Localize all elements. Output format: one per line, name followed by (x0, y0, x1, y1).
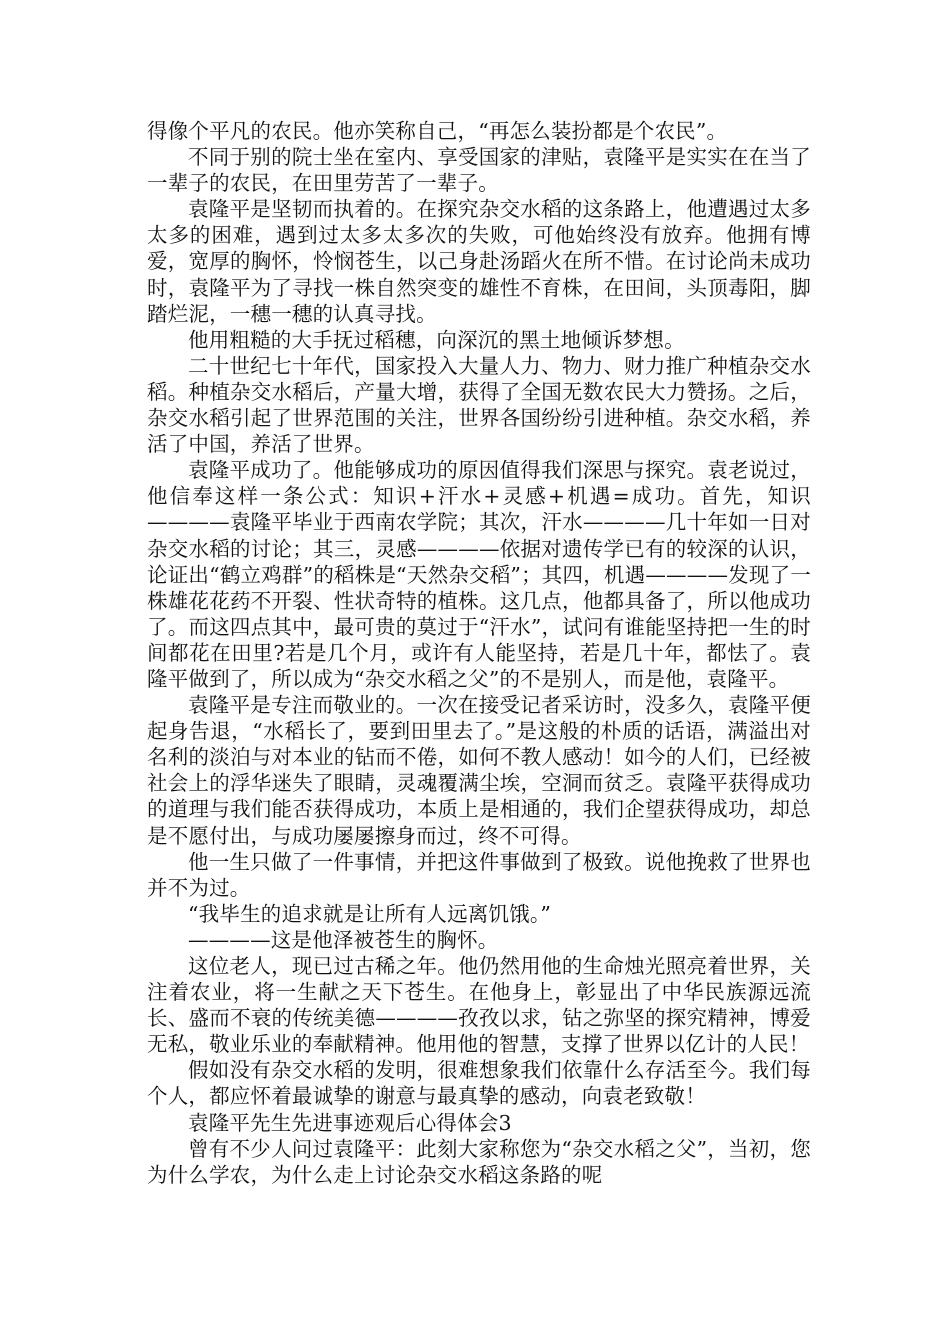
quote-attribution: ————这是他泽被苍生的胸怀。 (188, 927, 499, 952)
paragraph: 这位老人，现已过古稀之年。他仍然用他的生命烛光照亮着世界，关注着农业，将一生献之天下苍生。在他身上，彰显出了中华民族源远流长、盛而不衰的传统美德————孜孜以求，钻之弥坚的探究精神，博爱无私，敬业乐业的奉献精神。他用他的智慧，支撑了世界以亿计的人民！ (147, 954, 811, 1057)
paragraph: 他一生只做了一件事情，并把这件事做到了极致。说他挽救了世界也并不为过。 (147, 849, 811, 900)
paragraph: 袁隆平是坚韧而执着的。在探究杂交水稻的这条路上，他遭遇过太多太多的困难，遇到过太多太多次的失败，可他始终没有放弃。他拥有博爱，宽厚的胸怀，怜悯苍生，以己身赴汤蹈火在所不惜。在讨论尚未成功时，袁隆平为了寻找一株自然突变的雄性不育株，在田间，头顶毒阳，脚踏烂泥，一穗一穗的认真寻找。 (147, 197, 811, 326)
paragraph: 他用粗糙的大手抚过稻穗，向深沉的黑土地倾诉梦想。 (188, 327, 685, 352)
paragraph: 袁隆平是专注而敬业的。一次在接受记者采访时，没多久，袁隆平便起身告退，“水稻长了，要到田里去了。”是这般的朴质的话语，满溢出对名利的淡泊与对本业的钻而不倦，如何不教人感动！如今的人们，已经被社会上的浮华迷失了眼睛，灵魂覆满尘埃，空洞而贫乏。袁隆平获得成功的道理与我们能否获得成功，本质上是相通的，我们企望获得成功，却总是不愿付出，与成功屡屡擦身而过，终不可得。 (147, 693, 811, 848)
paragraph: 二十世纪七十年代，国家投入大量人力、物力、财力推广种植杂交水稻。种植杂交水稻后，产量大增，获得了全国无数农民大力赞扬。之后，杂交水稻引起了世界范围的关注，世界各国纷纷引进种植。杂交水稻，养活了中国，养活了世界。 (147, 353, 811, 457)
paragraph: 假如没有杂交水稻的发明，很难想象我们依靠什么存活至今。我们每个人，都应怀着最诚挚的谢意与最真挚的感动，向袁老致敬！ (147, 1058, 811, 1109)
section-heading: 袁隆平先生先进事迹观后心得体会3 (188, 1110, 512, 1135)
paragraph: 曾有不少人问过袁隆平：此刻大家称您为“杂交水稻之父”，当初，您为什么学农，为什么走上讨论杂交水稻这条路的呢 (147, 1136, 811, 1187)
paragraph: 袁隆平成功了。他能够成功的原因值得我们深思与探究。袁老说过，他信奉这样一条公式：知识+汗水+灵感+机遇=成功。首先，知识————袁隆平毕业于西南农学院；其次，汗水————几十年如一日对杂交水稻的讨论；其三，灵感————依据对遗传学已有的较深的认识，论证出“鹤立鸡群”的稻株是“天然杂交稻”；其四，机遇————发现了一株雄花花药不开裂、性状奇特的植株。这几点，他都具备了，所以他成功了。而这四点其中，最可贵的莫过于“汗水”，试问有谁能坚持把一生的时间都花在田里?若是几个月，或许有人能坚持，若是几十年，都怯了。袁隆平做到了，所以成为“杂交水稻之父”的不是别人，而是他，袁隆平。 (147, 458, 811, 691)
paragraph: 不同于别的院士坐在室内、享受国家的津贴，袁隆平是实实在在当了一辈子的农民，在田里劳苦了一辈子。 (147, 145, 811, 196)
paragraph: 得像个平凡的农民。他亦笑称自己，“再怎么装扮都是个农民”。 (147, 119, 728, 143)
quote-paragraph: “我毕生的追求就是让所有人远离饥饿。” (188, 901, 552, 926)
body-text (147, 118, 811, 1188)
